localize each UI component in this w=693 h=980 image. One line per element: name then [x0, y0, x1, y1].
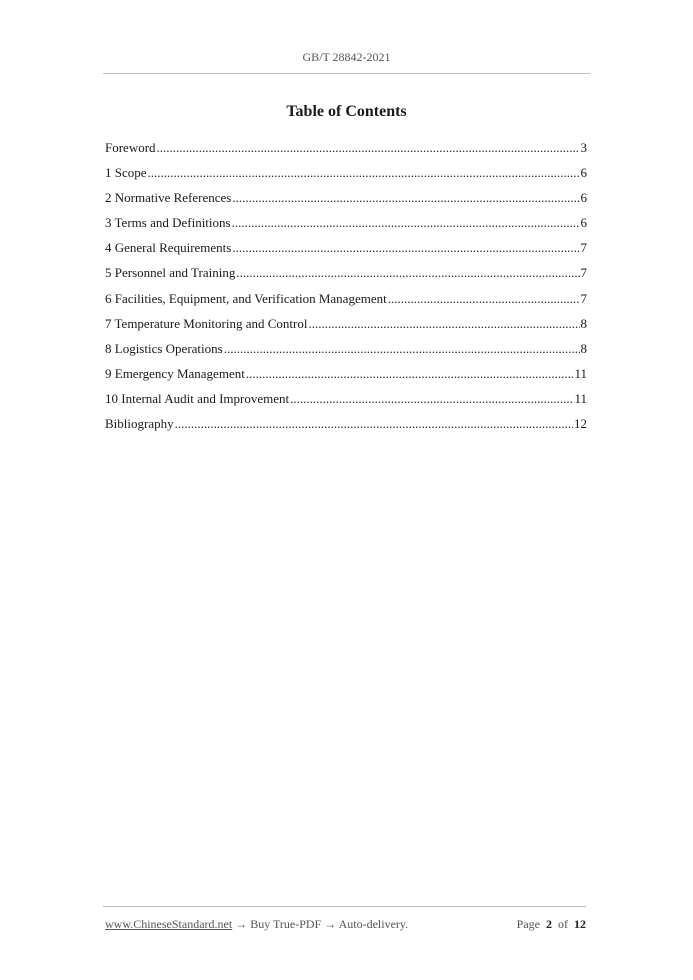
toc-entry-scope[interactable]	[105, 164, 587, 189]
toc-dot-leader	[232, 189, 579, 206]
toc-entry-page: 11	[574, 365, 587, 381]
toc-entry-personnel-and-training[interactable]	[105, 264, 587, 289]
toc-dot-leader	[224, 340, 580, 357]
toc-dot-leader	[232, 239, 579, 256]
toc-dot-leader	[232, 214, 580, 231]
toc-entry-label: 8 Logistics Operations	[105, 340, 223, 356]
toc-dot-leader	[148, 164, 580, 181]
toc-entry-label: 1 Scope	[105, 165, 147, 181]
toc-entry-page: 11	[574, 390, 587, 406]
current-page-number: 2	[546, 917, 552, 931]
toc-entry-bibliography[interactable]	[105, 415, 587, 440]
page-label: Page	[516, 917, 540, 931]
toc-entry-label: 7 Temperature Monitoring and Control	[105, 315, 308, 331]
toc-entry-label: Bibliography	[105, 416, 174, 432]
toc-entry-facilities-equipment[interactable]	[105, 290, 587, 315]
toc-entry-page: 7	[580, 290, 587, 306]
toc-entry-page: 6	[580, 165, 587, 181]
toc-entry-logistics-operations[interactable]	[105, 340, 587, 365]
of-label: of	[558, 917, 568, 931]
toc-entry-label: Foreword	[105, 140, 156, 155]
auto-delivery-text: Auto-delivery.	[338, 917, 409, 931]
footer-promo	[105, 917, 408, 932]
toc-dot-leader	[308, 315, 579, 332]
buy-pdf-text: Buy True-PDF	[250, 917, 322, 931]
toc-entry-page: 3	[580, 140, 587, 155]
toc-list	[105, 139, 587, 440]
toc-entry-internal-audit[interactable]	[105, 390, 587, 415]
header-divider	[103, 73, 590, 74]
toc-entry-page: 7	[580, 240, 587, 256]
footer-divider	[103, 906, 586, 907]
toc-entry-page: 8	[580, 315, 587, 331]
toc-entry-page: 8	[580, 340, 587, 356]
toc-dot-leader	[175, 415, 573, 432]
site-link[interactable]: www.ChineseStandard.net	[105, 917, 233, 931]
toc-dot-leader	[236, 264, 579, 281]
toc-dot-leader	[157, 139, 580, 156]
toc-entry-temperature-monitoring[interactable]	[105, 315, 587, 340]
toc-dot-leader	[246, 365, 574, 382]
toc-dot-leader	[290, 390, 573, 407]
toc-entry-general-requirements[interactable]	[105, 239, 587, 264]
toc-entry-label: 4 General Requirements	[105, 240, 232, 256]
toc-entry-label: 10 Internal Audit and Improvement	[105, 390, 290, 406]
arrow-icon: →	[324, 917, 337, 931]
toc-entry-foreword[interactable]	[105, 139, 587, 164]
arrow-icon: →	[235, 917, 248, 931]
toc-entry-terms-and-definitions[interactable]	[105, 214, 587, 239]
toc-entry-label: 2 Normative References	[105, 190, 232, 206]
toc-entry-page: 7	[580, 265, 587, 281]
toc-entry-label: 6 Facilities, Equipment, and Verification Management	[105, 290, 387, 306]
page-indicator	[517, 917, 586, 932]
document-code-header: GB/T 28842-2021	[302, 50, 391, 64]
toc-entry-label: 9 Emergency Management	[105, 365, 245, 381]
toc-entry-label: 3 Terms and Definitions	[105, 215, 231, 231]
toc-title: Table of Contents	[286, 103, 407, 120]
toc-dot-leader	[388, 290, 580, 307]
total-pages-number: 12	[574, 917, 586, 931]
toc-entry-page: 12	[574, 416, 587, 432]
toc-entry-page: 6	[580, 215, 587, 231]
toc-entry-label: 5 Personnel and Training	[105, 265, 236, 281]
toc-entry-emergency-management[interactable]	[105, 365, 587, 390]
toc-entry-page: 6	[580, 190, 587, 206]
toc-entry-normative-references[interactable]	[105, 189, 587, 214]
